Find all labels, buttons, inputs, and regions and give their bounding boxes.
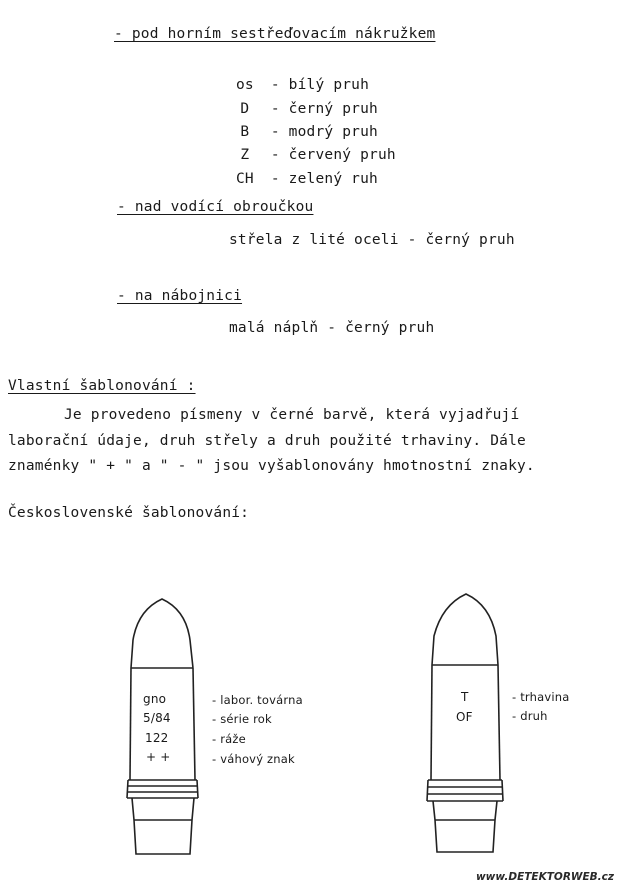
section3-line: malá náplň - černý pruh [229,320,435,336]
watermark: www.DETEKTORWEB.cz [475,871,614,883]
shell-marking: + + [146,750,171,764]
item-code: Z [240,147,250,163]
item-code: D [240,101,250,117]
shell-label: - váhový znak [212,752,295,766]
paragraph-line: laborační údaje, druh střely a druh použité trhaviny. Dále [8,433,526,449]
shell-label: - série rok [212,712,272,726]
paragraph-line: znaménky " + " a " - " jsou vyšablonovány hmotnostní znaky. [8,458,535,474]
shell-label: - labor. továrna [212,693,303,707]
shell-label: - trhavina [512,690,570,704]
cs-heading: Československé šablonování: [8,505,250,521]
shell-left-outline [127,599,198,854]
shell-marking: OF [456,710,473,724]
item-desc: - modrý pruh [270,124,378,140]
section3-heading: - na nábojnici [117,288,243,304]
shell-marking: gno [143,692,167,706]
shell-label: - druh [512,709,548,723]
section1-heading: - pod horním sestřeďovacím nákružkem [114,26,436,42]
item-code: os [235,77,254,93]
paragraph-line: Je provedeno písmeny v černé barvě, která vyjadřují [64,407,520,423]
item-code: CH [235,171,254,187]
vlastni-heading: Vlastní šablonování : [8,378,196,394]
shell-label: - ráže [212,732,246,746]
shell-marking: 5/84 [143,711,171,725]
item-desc: - červený pruh [270,147,396,163]
shell-marking: T [461,690,469,704]
section2-line: střela z lité oceli - černý pruh [229,232,515,248]
item-desc: - černý pruh [270,101,378,117]
item-desc: - bílý pruh [270,77,370,93]
item-desc: - zelený ruh [270,171,378,187]
shell-marking: 122 [145,731,169,745]
item-code: B [240,124,250,140]
section2-heading: - nad vodící obroučkou [117,199,314,215]
